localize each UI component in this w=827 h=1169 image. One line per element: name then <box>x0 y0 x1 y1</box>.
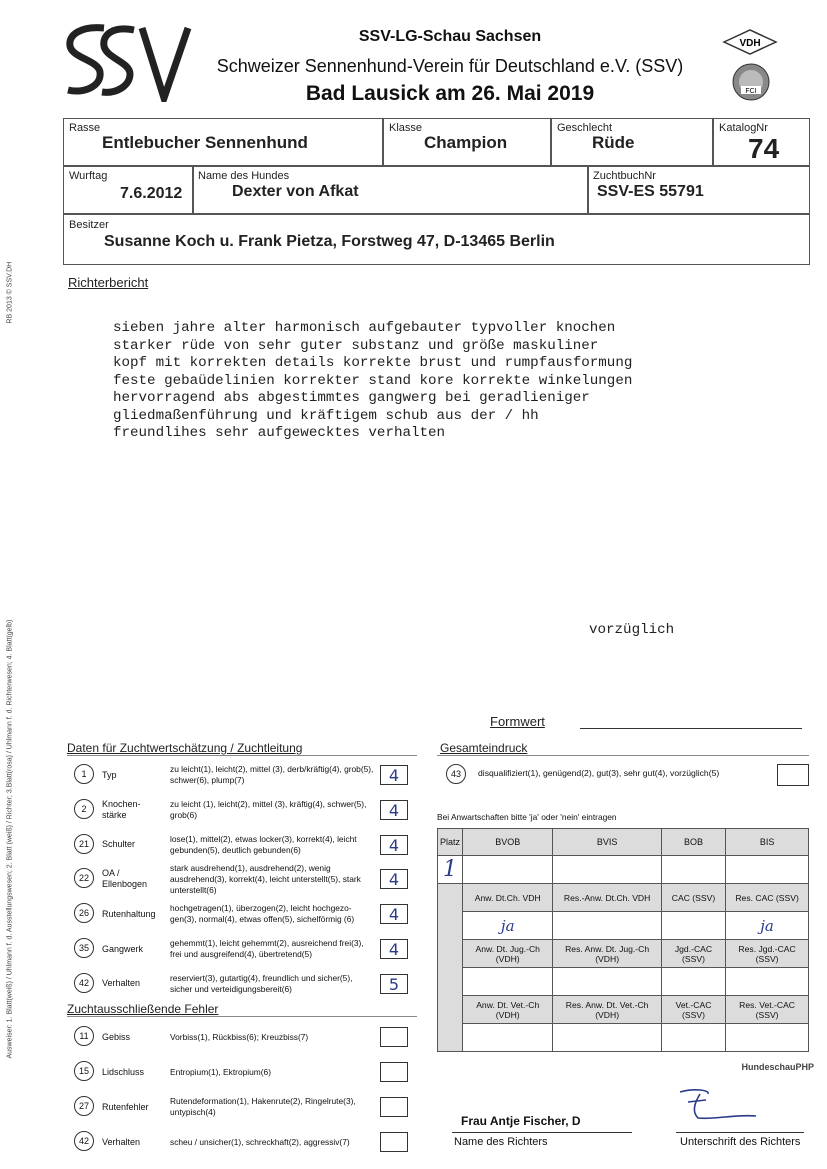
item-number: 11 <box>74 1026 94 1046</box>
name-cell <box>193 166 588 214</box>
item-name: Rutenfehler <box>102 1101 149 1112</box>
aw-label-cell: Anw. Dt.Ch. VDH <box>463 884 553 912</box>
aw-value-handwritten: ja <box>760 916 774 935</box>
report-line-3: kopf mit korrekten details korrekte brust und rumpfausformung <box>113 355 633 371</box>
zuchtbuch-value: SSV-ES 55791 <box>597 183 704 200</box>
klasse-value: Champion <box>424 133 508 152</box>
report-line-4: feste gebaüdelinien korrekter stand kore korrekte winkelungen <box>113 372 633 389</box>
aw-label-cell: Res. Vet.-CAC (SSV) <box>726 996 809 1024</box>
item-name: Verhalten <box>102 978 141 989</box>
item-number: 15 <box>74 1061 94 1081</box>
aw-cell[interactable] <box>553 856 661 884</box>
aw-header-bvob: BVOB <box>463 829 553 856</box>
report-grade: vorzüglich <box>589 622 675 638</box>
rasse-label: Rasse <box>69 122 101 134</box>
item-description: zu leicht (1), leicht(2), mittel (3), kräftig(4), schwer(5), grob(6) <box>170 798 367 820</box>
klasse-cell <box>383 118 551 166</box>
wurftag-cell <box>63 166 193 214</box>
score-box[interactable] <box>380 1062 408 1082</box>
aw-label-cell: Res. Anw. Dt. Vet.-Ch (VDH) <box>553 996 661 1024</box>
item-description: Vorbiss(1), Rückbiss(6); Kreuzbiss(7) <box>170 1031 309 1042</box>
aw-label-cell: Res.-Anw. Dt.Ch. VDH <box>553 884 661 912</box>
aw-label-cell: Anw. Dt. Vet.-Ch (VDH) <box>463 996 553 1024</box>
aw-value-cell[interactable] <box>553 968 661 996</box>
item-name: Lidschluss <box>102 1066 145 1077</box>
report-line-6: gliedmaßenführung und kräftigem schub aus der / hh <box>113 407 539 424</box>
anwartschaften-note: Bei Anwartschaften bitte 'ja' oder 'nein' eintragen <box>437 812 617 822</box>
formwert-line <box>580 728 802 729</box>
fci-logo <box>731 62 771 102</box>
item-number: 35 <box>74 938 94 958</box>
wurftag-label: Wurftag <box>69 170 108 182</box>
aw-platz-blank <box>438 884 463 1052</box>
item-number: 26 <box>74 903 94 923</box>
item-name: Gangwerk <box>102 943 144 954</box>
score-row <box>68 1125 408 1159</box>
aw-value-handwritten: ja <box>500 916 515 935</box>
aw-header-bob: BOB <box>661 829 725 856</box>
aw-label-cell: Vet.-CAC (SSV) <box>661 996 725 1024</box>
svg-text:FCI: FCI <box>745 88 757 95</box>
report-line-2: starker rüde von sehr guter substanz und größe maskuliner <box>113 337 599 354</box>
score-box[interactable]: 4 <box>380 835 408 855</box>
aw-value-cell[interactable] <box>463 1024 553 1052</box>
item-number: 22 <box>74 868 94 888</box>
score-box[interactable]: 4 <box>380 904 408 924</box>
report-line-5: hervorragend abs abgestimmtes gangwerg bei geradlieniger <box>113 390 590 406</box>
katalog-label: KatalogNr <box>719 122 768 134</box>
item-number: 21 <box>74 834 94 854</box>
aw-label-cell: Res. Jgd.-CAC (SSV) <box>726 940 809 968</box>
score-row <box>68 1020 408 1054</box>
judge-signature <box>674 1086 764 1130</box>
zuchtbuch-label: ZuchtbuchNr <box>593 170 656 182</box>
ssv-logo <box>64 22 192 102</box>
formwert-label: Formwert <box>490 714 545 729</box>
besitzer-label: Besitzer <box>69 219 109 231</box>
judge-signature-label: Unterschrift des Richters <box>680 1136 801 1148</box>
aw-value-cell[interactable] <box>463 968 553 996</box>
item-description: Rutendeformation(1), Hakenrute(2), Ringelrute(3), untypisch(4) <box>170 1096 356 1117</box>
score-row <box>68 967 408 1001</box>
venue-date: Bad Lausick am 26. Mai 2019 <box>305 82 595 105</box>
aw-header-platz: Platz <box>438 829 463 856</box>
side-copyright: RB 2013 © SSV.DH <box>6 261 14 324</box>
name-label: Name des Hundes <box>198 170 290 182</box>
judge-name-label: Name des Richters <box>454 1136 548 1148</box>
score-box[interactable]: 4 <box>380 939 408 959</box>
aw-label-cell: Res. CAC (SSV) <box>726 884 809 912</box>
score-row <box>68 758 408 792</box>
rasse-cell <box>63 118 383 166</box>
score-row <box>68 1055 408 1089</box>
item-number: 42 <box>74 973 94 993</box>
item-description: reserviert(3), gutartig(4), freundlich und sicher(5), sicher und verteidigungsbereit(6) <box>170 972 353 994</box>
aw-label-cell: Anw. Dt. Jug.-Ch (VDH) <box>463 940 553 968</box>
fehler-title-rule <box>67 1016 417 1017</box>
score-box[interactable]: 4 <box>380 800 408 820</box>
aw-cell[interactable] <box>463 856 553 884</box>
gesamt-number: 43 <box>446 764 466 784</box>
gesamt-title: Gesamteindruck <box>440 741 528 755</box>
zucht-title: Daten für Zuchtwertschätzung / Zuchtleitung <box>67 741 303 755</box>
gesamt-score-box[interactable] <box>777 764 809 786</box>
report-line-1: sieben jahre alter harmonisch aufgebauter typvoller knochen <box>113 320 616 336</box>
aw-value-cell[interactable] <box>553 912 661 940</box>
aw-cell[interactable] <box>726 856 809 884</box>
name-value: Dexter von Afkat <box>232 183 359 200</box>
item-description: scheu / unsicher(1), schreckhaft(2), aggressiv(7) <box>170 1136 350 1147</box>
judge-signature-line <box>676 1132 804 1133</box>
item-name: Knochen-stärke <box>102 798 141 820</box>
item-description: hochgetragen(1), überzogen(2), leicht hochgezo-gen(3), normal(4), etwas offen(5), sichelförmig (6) <box>170 903 355 925</box>
aw-label-cell: CAC (SSV) <box>661 884 725 912</box>
item-description: Entropium(1), Ektropium(6) <box>170 1066 271 1077</box>
aw-label-cell: Jgd.-CAC (SSV) <box>661 940 725 968</box>
aw-value-cell[interactable] <box>463 912 553 940</box>
gesamt-desc: disqualifiziert(1), genügend(2), gut(3), sehr gut(4), vorzüglich(5) <box>478 768 720 778</box>
judge-name-line <box>452 1132 632 1133</box>
item-name: OA / Ellenbogen <box>102 868 148 890</box>
item-number: 2 <box>74 799 94 819</box>
aw-label-cell: Res. Anw. Dt. Jug.-Ch (VDH) <box>553 940 661 968</box>
score-row <box>68 932 408 966</box>
katalog-cell <box>713 118 810 166</box>
judge-name: Frau Antje Fischer, D <box>461 1114 581 1128</box>
fehler-title: Zuchtausschließende Fehler <box>67 1002 219 1016</box>
vdh-logo <box>722 28 778 56</box>
score-row <box>68 828 408 862</box>
aw-header-bis: BIS <box>726 829 809 856</box>
item-number: 27 <box>74 1096 94 1116</box>
aw-value-cell[interactable] <box>726 1024 809 1052</box>
klasse-label: Klasse <box>389 122 423 134</box>
aw-value-cell[interactable] <box>726 912 809 940</box>
score-row <box>68 862 408 896</box>
side-distribution-note: Ausweiser: 1. Blatt(weiß) / Uhlmann f. d. Ausstellungswesen; 2. Blatt (weiß) / Richter; 3.Blatt(rosa) / Uhlmann f. d. Richterwesen; 4. Blatt(gelb) <box>6 619 14 1059</box>
show-title: SSV-LG-Schau Sachsen <box>358 28 542 45</box>
item-description: stark ausdrehend(1), ausdrehend(2), wenig ausdrehend(3), korrekt(4), leicht unterstellt(5), stark unterstellt(6) <box>170 862 361 895</box>
score-row <box>68 1090 408 1124</box>
score-row <box>68 793 408 827</box>
report-line-7: freundlihes sehr aufgewecktes verhalten <box>113 425 446 441</box>
score-row <box>68 897 408 931</box>
report-title: Richterbericht <box>68 275 149 290</box>
aw-value-cell[interactable] <box>553 1024 661 1052</box>
software-credit: HundeschauPHP <box>741 1062 814 1072</box>
geschlecht-cell <box>551 118 713 166</box>
platz-handwritten: 1 <box>443 857 457 882</box>
anwartschaften-table <box>437 828 809 1052</box>
score-box[interactable] <box>380 1097 408 1117</box>
wurftag-value: 7.6.2012 <box>120 185 183 202</box>
item-name: Verhalten <box>102 1136 141 1147</box>
item-description: lose(1), mittel(2), etwas locker(3), korrekt(4), leicht gebunden(5), deutlich gebunden(6) <box>170 833 357 855</box>
item-number: 42 <box>74 1131 94 1151</box>
item-name: Typ <box>102 769 117 780</box>
score-box[interactable]: 4 <box>380 869 408 889</box>
score-box[interactable]: 5 <box>380 974 408 994</box>
geschlecht-label: Geschlecht <box>557 122 613 134</box>
score-box[interactable] <box>380 1132 408 1152</box>
katalog-value: 74 <box>748 133 780 164</box>
score-box[interactable]: 4 <box>380 765 408 785</box>
rasse-value: Entlebucher Sennenhund <box>102 133 308 152</box>
aw-value-cell[interactable] <box>661 1024 725 1052</box>
zucht-title-rule <box>67 755 417 756</box>
item-name: Gebiss <box>102 1031 131 1042</box>
item-number: 1 <box>74 764 94 784</box>
item-description: zu leicht(1), leicht(2), mittel (3), derb/kräftig(4), grob(5), schwer(6), plump(7) <box>170 764 374 785</box>
besitzer-value: Susanne Koch u. Frank Pietza, Forstweg 47, D-13465 Berlin <box>104 233 555 250</box>
aw-value-cell[interactable] <box>661 912 725 940</box>
score-box[interactable] <box>380 1027 408 1047</box>
gesamt-title-rule <box>437 755 809 756</box>
geschlecht-value: Rüde <box>592 133 635 152</box>
aw-value-cell[interactable] <box>726 968 809 996</box>
besitzer-cell <box>63 214 810 265</box>
club-name: Schweizer Sennenhund-Verein für Deutschland e.V. (SSV) <box>216 56 684 76</box>
aw-header-bvis: BVIS <box>553 829 661 856</box>
svg-text:VDH: VDH <box>739 38 761 49</box>
item-name: Schulter <box>102 839 136 850</box>
aw-cell[interactable] <box>661 856 725 884</box>
zuchtbuch-cell <box>588 166 810 214</box>
item-description: gehemmt(1), leicht gehemmt(2), ausreichend frei(3), frei und ausgreifend(4), übertretend(5) <box>170 938 364 959</box>
item-name: Rutenhaltung <box>102 908 156 919</box>
aw-platz-value[interactable] <box>438 856 463 884</box>
aw-value-cell[interactable] <box>661 968 725 996</box>
